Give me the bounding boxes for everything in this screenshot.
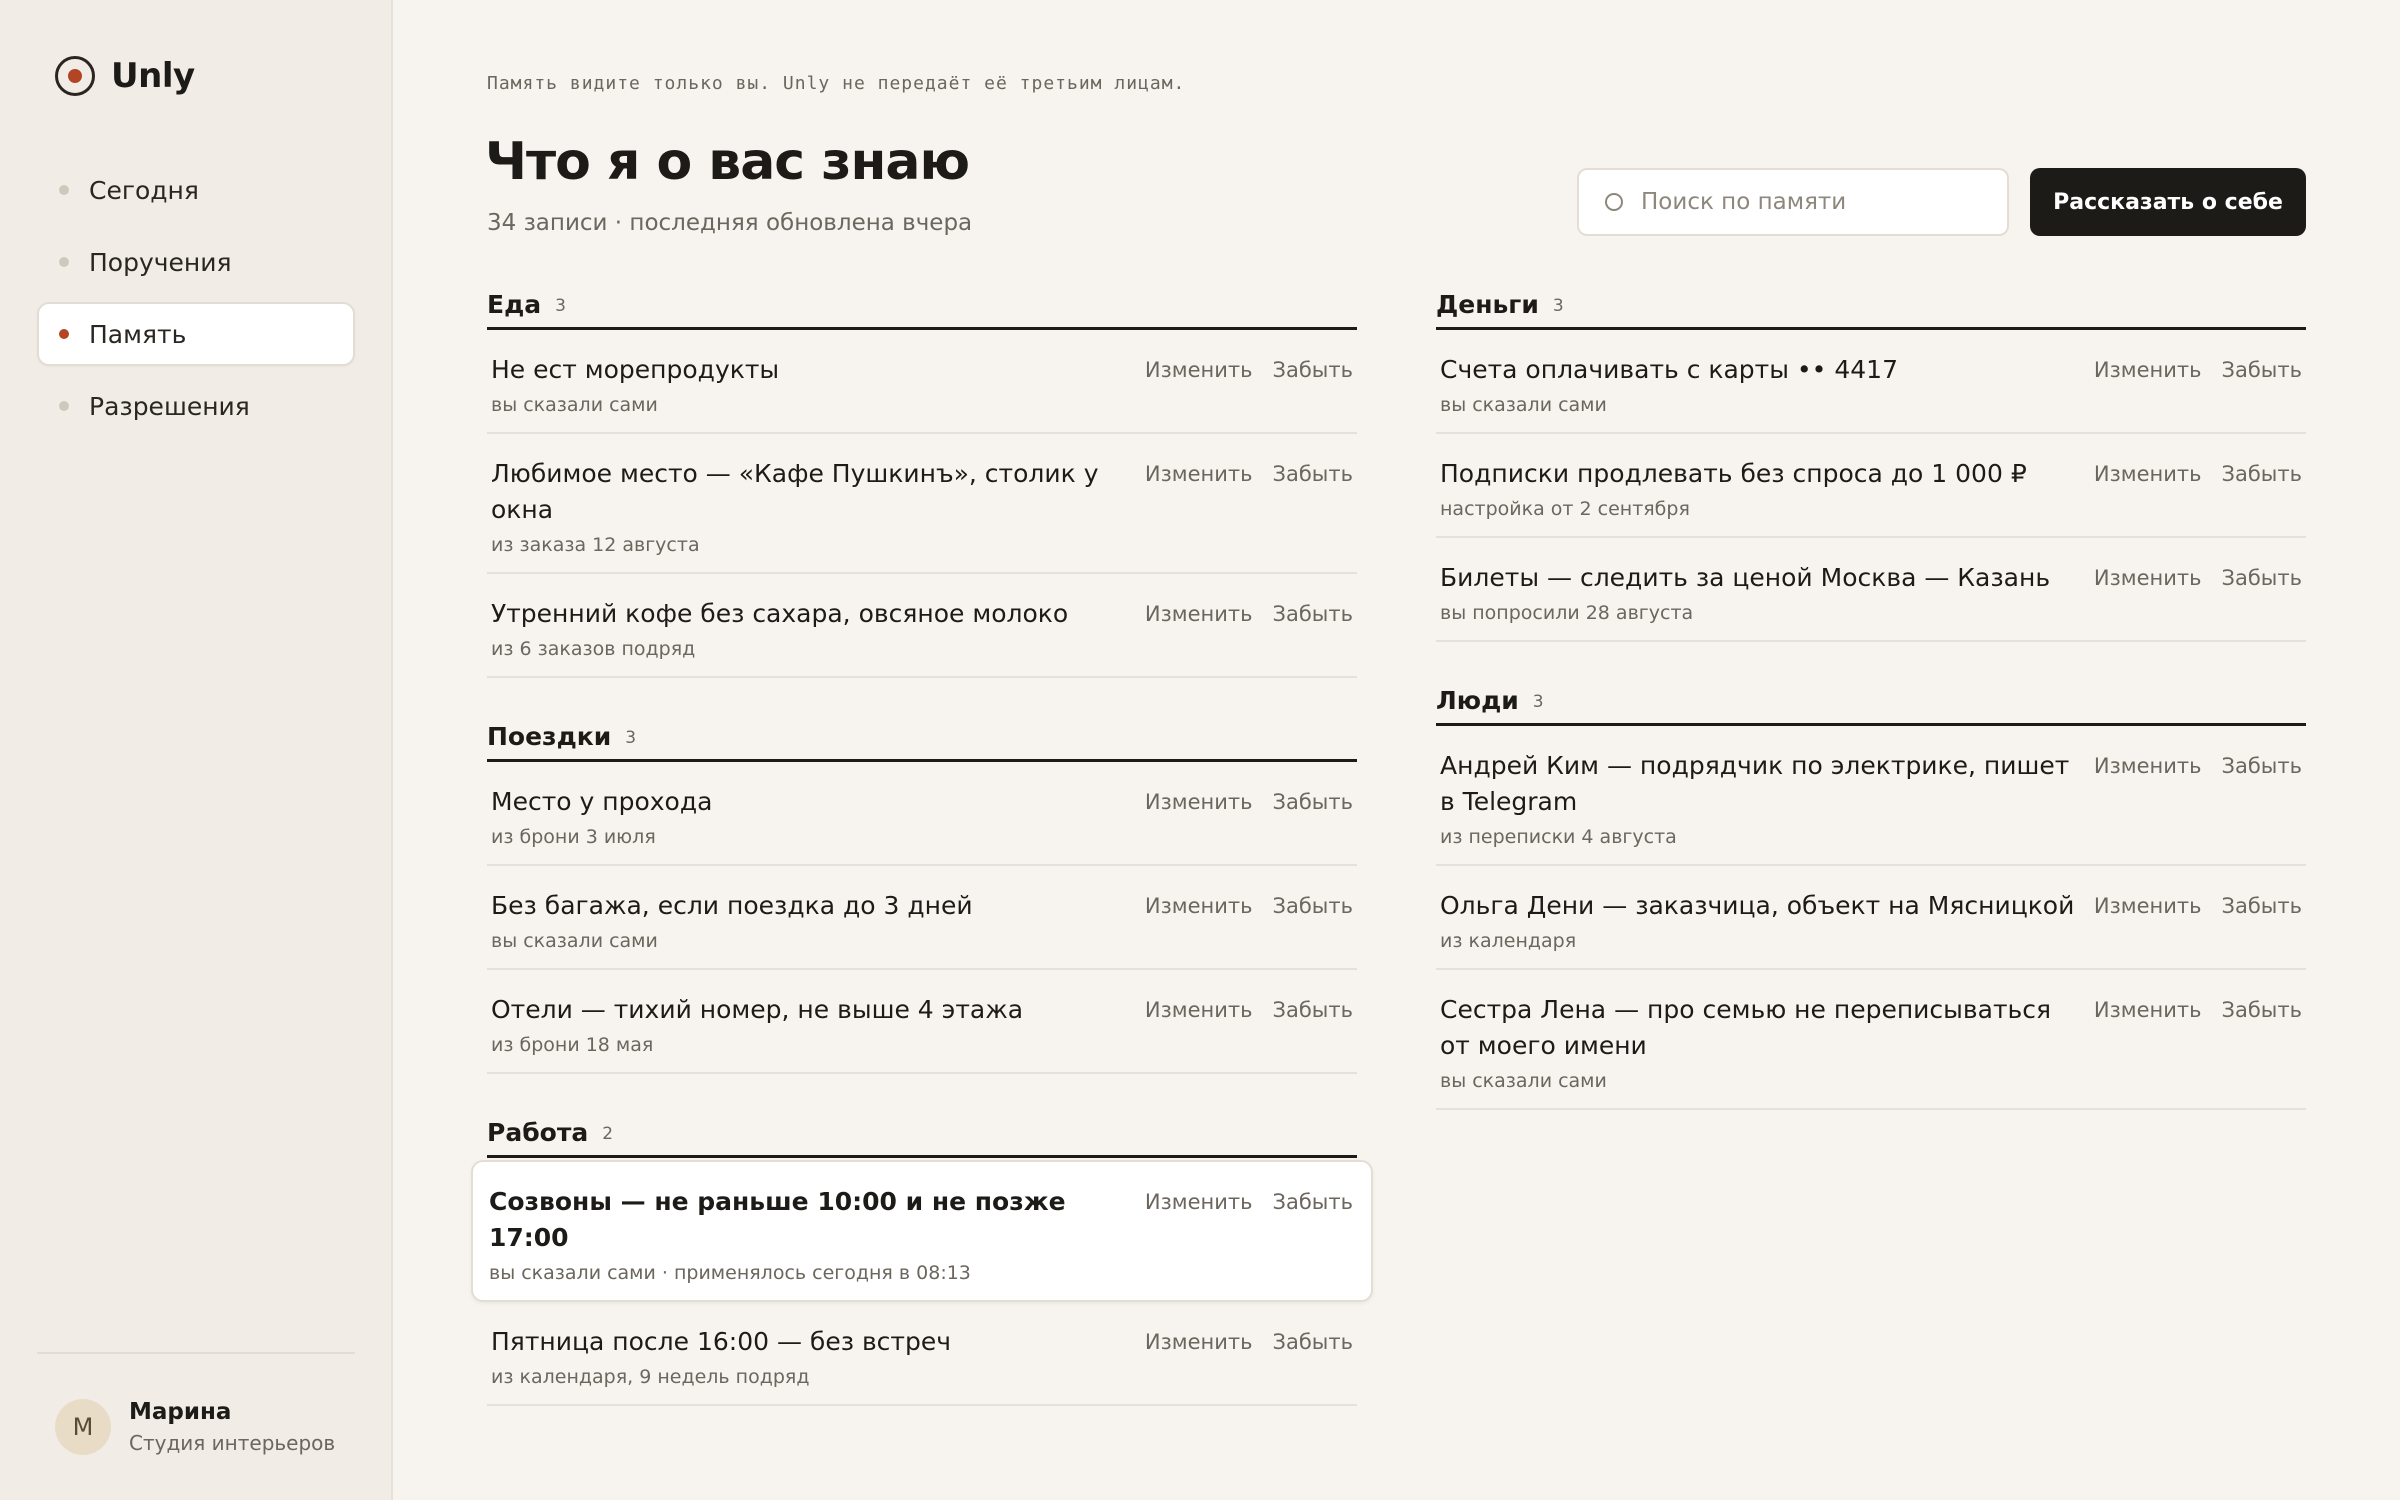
sidebar-item-label: Сегодня bbox=[89, 175, 199, 205]
section-money bbox=[1436, 290, 2306, 642]
memory-item-source: вы сказали сами bbox=[1440, 394, 1607, 416]
forget-button[interactable]: Забыть bbox=[2221, 998, 2302, 1022]
edit-button[interactable]: Изменить bbox=[1144, 462, 1253, 486]
section-count: 3 bbox=[625, 728, 637, 748]
brand-logo[interactable] bbox=[55, 56, 195, 96]
section-header bbox=[487, 290, 1357, 330]
brand-icon bbox=[55, 56, 95, 96]
memory-item bbox=[1436, 866, 2306, 970]
section-trips bbox=[487, 722, 1357, 1074]
memory-item-source: вы сказали сами · применялось сегодня в 08:13 bbox=[489, 1262, 971, 1284]
section-count: 3 bbox=[1532, 692, 1544, 712]
memory-item-title: Любимое место — «Кафе Пушкинъ», столик у окна bbox=[491, 459, 1099, 524]
memory-item bbox=[1436, 330, 2306, 434]
memory-item bbox=[487, 762, 1357, 866]
edit-button[interactable]: Изменить bbox=[2093, 358, 2202, 382]
section-title: Поездки bbox=[487, 722, 612, 751]
forget-button[interactable]: Забыть bbox=[1272, 998, 1353, 1022]
section-count: 2 bbox=[602, 1124, 614, 1144]
forget-button[interactable]: Забыть bbox=[1272, 894, 1353, 918]
memory-item-source: из календаря, 9 недель подряд bbox=[491, 1366, 810, 1388]
search-input[interactable] bbox=[1641, 189, 1981, 215]
memory-item bbox=[487, 970, 1357, 1074]
section-header bbox=[487, 722, 1357, 762]
memory-item bbox=[487, 1302, 1357, 1406]
memory-item bbox=[487, 434, 1357, 574]
memory-item-title: Ольга Дени — заказчица, объект на Мясницкой bbox=[1440, 891, 2075, 920]
tell-about-yourself-button[interactable]: Рассказать о себе bbox=[2030, 168, 2306, 236]
edit-button[interactable]: Изменить bbox=[2093, 462, 2202, 486]
memory-item-title: Без багажа, если поездка до 3 дней bbox=[491, 891, 973, 920]
memory-item bbox=[1436, 970, 2306, 1110]
forget-button[interactable]: Забыть bbox=[1272, 1330, 1353, 1354]
privacy-note: Память видите только вы. Unly не передаёт её третьим лицам. bbox=[487, 73, 1186, 94]
sidebar-item-memory[interactable] bbox=[37, 302, 355, 366]
page-title: Что я о вас знаю bbox=[485, 132, 970, 192]
user-profile[interactable] bbox=[37, 1352, 355, 1500]
user-subtitle: Студия интерьеров bbox=[129, 1431, 336, 1455]
memory-item-source: вы сказали сами bbox=[491, 394, 658, 416]
sidebar-item-label: Поручения bbox=[89, 247, 232, 277]
section-title: Деньги bbox=[1436, 290, 1539, 319]
memory-item-title: Не ест морепродукты bbox=[491, 355, 780, 384]
section-food bbox=[487, 290, 1357, 678]
section-title: Еда bbox=[487, 290, 542, 319]
sidebar-item-label: Память bbox=[89, 319, 187, 349]
memory-item bbox=[487, 330, 1357, 434]
edit-button[interactable]: Изменить bbox=[2093, 894, 2202, 918]
edit-button[interactable]: Изменить bbox=[1144, 790, 1253, 814]
memory-item-source: вы сказали сами bbox=[491, 930, 658, 952]
memory-item bbox=[1436, 726, 2306, 866]
section-header bbox=[487, 1118, 1357, 1158]
nav-dot-icon bbox=[59, 257, 69, 267]
forget-button[interactable]: Забыть bbox=[2221, 894, 2302, 918]
forget-button[interactable]: Забыть bbox=[2221, 754, 2302, 778]
edit-button[interactable]: Изменить bbox=[1144, 1190, 1253, 1214]
nav-dot-active-icon bbox=[59, 329, 69, 339]
section-count: 3 bbox=[1552, 296, 1564, 316]
edit-button[interactable]: Изменить bbox=[1144, 358, 1253, 382]
section-header bbox=[1436, 686, 2306, 726]
memory-item-title: Счета оплачивать с карты •• 4417 bbox=[1440, 355, 1898, 384]
sidebar-item-tasks[interactable] bbox=[37, 230, 355, 294]
memory-item-title: Отели — тихий номер, не выше 4 этажа bbox=[491, 995, 1024, 1024]
search-box[interactable] bbox=[1577, 168, 2009, 236]
edit-button[interactable]: Изменить bbox=[1144, 1330, 1253, 1354]
memory-item bbox=[487, 866, 1357, 970]
memory-column-left bbox=[487, 290, 1357, 1450]
memory-item-source: вы сказали сами bbox=[1440, 1070, 1607, 1092]
memory-item-selected[interactable] bbox=[471, 1160, 1373, 1302]
memory-item-title: Сестра Лена — про семью не переписываться от моего имени bbox=[1440, 995, 2052, 1060]
forget-button[interactable]: Забыть bbox=[2221, 462, 2302, 486]
section-header bbox=[1436, 290, 2306, 330]
forget-button[interactable]: Забыть bbox=[2221, 566, 2302, 590]
search-icon bbox=[1605, 193, 1623, 211]
memory-item-title: Место у прохода bbox=[491, 787, 713, 816]
edit-button[interactable]: Изменить bbox=[1144, 998, 1253, 1022]
nav-dot-icon bbox=[59, 185, 69, 195]
memory-item-source: из календаря bbox=[1440, 930, 1577, 952]
memory-item-source: из переписки 4 августа bbox=[1440, 826, 1677, 848]
memory-item bbox=[1436, 538, 2306, 642]
section-title: Работа bbox=[487, 1118, 589, 1147]
sidebar-item-permissions[interactable] bbox=[37, 374, 355, 438]
memory-item-source: вы попросили 28 августа bbox=[1440, 602, 1694, 624]
memory-item-title: Пятница после 16:00 — без встреч bbox=[491, 1327, 952, 1356]
forget-button[interactable]: Забыть bbox=[1272, 1190, 1353, 1214]
forget-button[interactable]: Забыть bbox=[1272, 358, 1353, 382]
edit-button[interactable]: Изменить bbox=[1144, 894, 1253, 918]
sidebar-nav bbox=[37, 158, 355, 446]
user-name: Марина bbox=[129, 1399, 232, 1425]
memory-item-source: из 6 заказов подряд bbox=[491, 638, 696, 660]
memory-item-source: настройка от 2 сентября bbox=[1440, 498, 1690, 520]
forget-button[interactable]: Забыть bbox=[2221, 358, 2302, 382]
section-title: Люди bbox=[1436, 686, 1519, 715]
section-people bbox=[1436, 686, 2306, 1110]
edit-button[interactable]: Изменить bbox=[1144, 602, 1253, 626]
memory-column-right bbox=[1436, 290, 2306, 1154]
memory-item-source: из брони 18 мая bbox=[491, 1034, 654, 1056]
memory-item-source: из заказа 12 августа bbox=[491, 534, 700, 556]
memory-item bbox=[1436, 434, 2306, 538]
edit-button[interactable]: Изменить bbox=[2093, 566, 2202, 590]
edit-button[interactable]: Изменить bbox=[2093, 754, 2202, 778]
forget-button[interactable]: Забыть bbox=[1272, 602, 1353, 626]
brand-name: Unly bbox=[111, 56, 195, 96]
memory-item-title: Билеты — следить за ценой Москва — Казань bbox=[1440, 563, 2051, 592]
sidebar bbox=[0, 0, 393, 1500]
edit-button[interactable]: Изменить bbox=[2093, 998, 2202, 1022]
memory-item-title: Подписки продлевать без спроса до 1 000 ₽ bbox=[1440, 459, 2027, 488]
nav-dot-icon bbox=[59, 401, 69, 411]
page-subtitle: 34 записи · последняя обновлена вчера bbox=[487, 210, 973, 236]
memory-item bbox=[487, 574, 1357, 678]
avatar: М bbox=[55, 1399, 111, 1455]
memory-item-title: Андрей Ким — подрядчик по электрике, пишет в Telegram bbox=[1440, 751, 2070, 816]
sidebar-item-label: Разрешения bbox=[89, 391, 250, 421]
memory-item-title: Созвоны — не раньше 10:00 и не позже 17:00 bbox=[489, 1187, 1066, 1252]
forget-button[interactable]: Забыть bbox=[1272, 462, 1353, 486]
section-work bbox=[487, 1118, 1357, 1406]
memory-item-title: Утренний кофе без сахара, овсяное молоко bbox=[491, 599, 1069, 628]
forget-button[interactable]: Забыть bbox=[1272, 790, 1353, 814]
sidebar-item-today[interactable] bbox=[37, 158, 355, 222]
memory-item-source: из брони 3 июля bbox=[491, 826, 656, 848]
section-count: 3 bbox=[555, 296, 566, 316]
